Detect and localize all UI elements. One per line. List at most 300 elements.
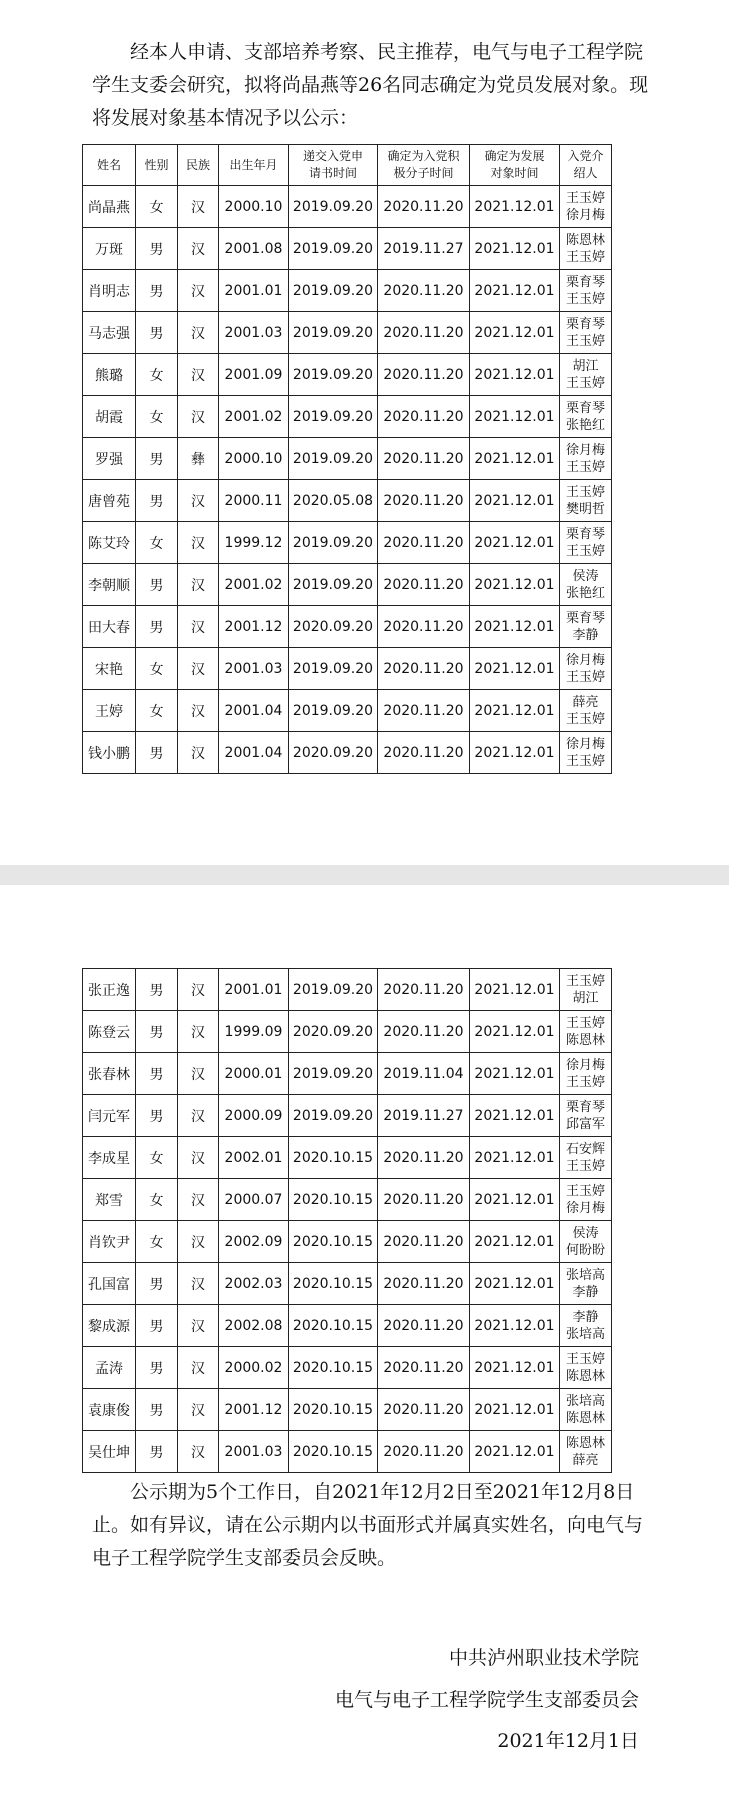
cell-application-date: 2019.09.20 (289, 564, 378, 606)
cell-candidate-date: 2021.12.01 (470, 1263, 560, 1305)
cell-ethnicity: 彝 (178, 438, 219, 480)
cell-application-date: 2020.10.15 (289, 1137, 378, 1179)
cell-candidate-date: 2021.12.01 (470, 1095, 560, 1137)
cell-candidate-date: 2021.12.01 (470, 1389, 560, 1431)
introducer-1: 栗育琴 (565, 610, 605, 626)
signature-date: 2021年12月1日 (497, 1730, 639, 1752)
cell-activist-date: 2020.11.20 (378, 438, 470, 480)
introducer-1: 栗育琴 (565, 526, 605, 542)
cell-gender: 女 (136, 522, 178, 564)
cell-candidate-date: 2021.12.01 (470, 312, 560, 354)
introducer-1: 王玉婷 (565, 484, 605, 500)
cell-ethnicity: 汉 (178, 1389, 219, 1431)
cell-birth: 2000.10 (219, 186, 289, 228)
introducer-1: 王玉婷 (565, 1183, 605, 1199)
cell-gender: 女 (136, 1221, 178, 1263)
cell-application-date: 2019.09.20 (289, 396, 378, 438)
table-row (83, 522, 612, 564)
header-activist-date: 确定为入党积 极分子时间 (378, 145, 470, 186)
table-row (83, 1431, 612, 1473)
cell-application-date: 2020.10.15 (289, 1305, 378, 1347)
introducer-1: 徐月梅 (565, 442, 605, 458)
cell-introducers (560, 1179, 612, 1221)
cell-name: 尚晶燕 (83, 186, 136, 228)
cell-ethnicity: 汉 (178, 969, 219, 1011)
cell-application-date: 2019.09.20 (289, 690, 378, 732)
cell-application-date: 2020.10.15 (289, 1221, 378, 1263)
cell-birth: 2001.08 (219, 228, 289, 270)
cell-introducers (560, 1347, 612, 1389)
cell-activist-date: 2019.11.27 (378, 228, 470, 270)
introducer-1: 侯涛 (572, 568, 599, 584)
header-introducers: 入党介 绍人 (560, 145, 612, 186)
cell-birth: 2000.01 (219, 1053, 289, 1095)
cell-ethnicity: 汉 (178, 1095, 219, 1137)
cell-activist-date: 2020.11.20 (378, 480, 470, 522)
cell-activist-date: 2020.11.20 (378, 1305, 470, 1347)
cell-introducers (560, 1053, 612, 1095)
cell-birth: 2001.04 (219, 732, 289, 774)
cell-name: 肖明志 (83, 270, 136, 312)
introducer-1: 王玉婷 (565, 190, 605, 206)
cell-name: 田大春 (83, 606, 136, 648)
cell-ethnicity: 汉 (178, 1053, 219, 1095)
cell-name: 陈艾玲 (83, 522, 136, 564)
introducer-1: 胡江 (572, 358, 599, 374)
cell-candidate-date: 2021.12.01 (470, 1221, 560, 1263)
cell-introducers (560, 1221, 612, 1263)
introducer-1: 张培高 (565, 1267, 605, 1283)
introducer-1: 徐月梅 (565, 652, 605, 668)
cell-activist-date: 2020.11.20 (378, 354, 470, 396)
cell-activist-date: 2020.11.20 (378, 1263, 470, 1305)
cell-ethnicity: 汉 (178, 228, 219, 270)
introducer-2: 王玉婷 (565, 375, 605, 391)
introducer-2: 邱富军 (565, 1116, 605, 1132)
cell-birth: 2000.10 (219, 438, 289, 480)
introducer-2: 张艳红 (565, 585, 605, 601)
introducer-1: 王玉婷 (565, 1351, 605, 1367)
cell-ethnicity: 汉 (178, 1263, 219, 1305)
cell-introducers (560, 228, 612, 270)
introducer-2: 王玉婷 (565, 543, 605, 559)
cell-candidate-date: 2021.12.01 (470, 690, 560, 732)
cell-candidate-date: 2021.12.01 (470, 606, 560, 648)
introducer-1: 徐月梅 (565, 736, 605, 752)
cell-ethnicity: 汉 (178, 354, 219, 396)
cell-activist-date: 2020.11.20 (378, 312, 470, 354)
cell-introducers (560, 270, 612, 312)
table-row (83, 354, 612, 396)
introducer-1: 张培高 (565, 1393, 605, 1409)
cell-activist-date: 2020.11.20 (378, 522, 470, 564)
notice-paragraph: 公示期为5个工作日，自2021年12月2日至2021年12月8日止。如有异议，请在公示期内以书面形式并属真实姓名，向电气与电子工程学院学生支部委员会反映。 (92, 1481, 644, 1569)
introducer-2: 王玉婷 (565, 459, 605, 475)
cell-application-date: 2020.10.15 (289, 1347, 378, 1389)
cell-introducers (560, 1095, 612, 1137)
cell-application-date: 2019.09.20 (289, 1095, 378, 1137)
cell-application-date: 2019.09.20 (289, 312, 378, 354)
cell-gender: 男 (136, 1305, 178, 1347)
cell-activist-date: 2020.11.20 (378, 270, 470, 312)
cell-ethnicity: 汉 (178, 522, 219, 564)
table-row (83, 1305, 612, 1347)
introducer-1: 李静 (572, 1309, 599, 1325)
cell-gender: 男 (136, 312, 178, 354)
cell-ethnicity: 汉 (178, 480, 219, 522)
cell-gender: 女 (136, 186, 178, 228)
table-row (83, 1347, 612, 1389)
cell-ethnicity: 汉 (178, 1305, 219, 1347)
cell-activist-date: 2020.11.20 (378, 1179, 470, 1221)
table-row (83, 1137, 612, 1179)
cell-birth: 2001.04 (219, 690, 289, 732)
cell-activist-date: 2020.11.20 (378, 186, 470, 228)
cell-birth: 2002.01 (219, 1137, 289, 1179)
cell-gender: 男 (136, 1095, 178, 1137)
cell-birth: 2002.03 (219, 1263, 289, 1305)
cell-candidate-date: 2021.12.01 (470, 396, 560, 438)
cell-birth: 2002.08 (219, 1305, 289, 1347)
cell-candidate-date: 2021.12.01 (470, 1137, 560, 1179)
cell-name: 陈登云 (83, 1011, 136, 1053)
introducer-2: 王玉婷 (565, 753, 605, 769)
cell-application-date: 2020.09.20 (289, 606, 378, 648)
cell-name: 闫元军 (83, 1095, 136, 1137)
cell-birth: 1999.12 (219, 522, 289, 564)
cell-ethnicity: 汉 (178, 732, 219, 774)
cell-gender: 男 (136, 732, 178, 774)
cell-name: 罗强 (83, 438, 136, 480)
cell-birth: 2001.03 (219, 648, 289, 690)
header-birth: 出生年月 (219, 145, 289, 186)
introducer-2: 胡江 (572, 990, 599, 1006)
cell-candidate-date: 2021.12.01 (470, 648, 560, 690)
intro-paragraph: 经本人申请、支部培养考察、民主推荐，电气与电子工程学院学生支委会研究，拟将尚晶燕等26名同志确定为党员发展对象。现将发展对象基本情况予以公示： (92, 41, 649, 129)
cell-activist-date: 2020.11.20 (378, 732, 470, 774)
cell-candidate-date: 2021.12.01 (470, 354, 560, 396)
cell-ethnicity: 汉 (178, 1431, 219, 1473)
cell-activist-date: 2019.11.04 (378, 1053, 470, 1095)
introducer-1: 陈恩林 (565, 1435, 605, 1451)
cell-candidate-date: 2021.12.01 (470, 480, 560, 522)
cell-activist-date: 2020.11.20 (378, 1347, 470, 1389)
introducer-2: 李静 (572, 627, 599, 643)
cell-introducers (560, 648, 612, 690)
table-row (83, 1095, 612, 1137)
cell-name: 郑雪 (83, 1179, 136, 1221)
cell-introducers (560, 969, 612, 1011)
cell-activist-date: 2020.11.20 (378, 969, 470, 1011)
table-row (83, 690, 612, 732)
cell-application-date: 2019.09.20 (289, 228, 378, 270)
cell-application-date: 2019.09.20 (289, 522, 378, 564)
cell-introducers (560, 1263, 612, 1305)
cell-activist-date: 2020.11.20 (378, 648, 470, 690)
cell-candidate-date: 2021.12.01 (470, 1347, 560, 1389)
cell-gender: 女 (136, 1179, 178, 1221)
cell-candidate-date: 2021.12.01 (470, 1431, 560, 1473)
header-ethnicity: 民族 (178, 145, 219, 186)
cell-gender: 男 (136, 1011, 178, 1053)
cell-ethnicity: 汉 (178, 396, 219, 438)
cell-activist-date: 2020.11.20 (378, 564, 470, 606)
cell-gender: 女 (136, 396, 178, 438)
cell-application-date: 2020.05.08 (289, 480, 378, 522)
cell-activist-date: 2020.11.20 (378, 1389, 470, 1431)
cell-birth: 2001.02 (219, 396, 289, 438)
cell-name: 万斑 (83, 228, 136, 270)
cell-gender: 男 (136, 1431, 178, 1473)
cell-candidate-date: 2021.12.01 (470, 1053, 560, 1095)
cell-application-date: 2019.09.20 (289, 969, 378, 1011)
table-row (83, 438, 612, 480)
cell-activist-date: 2020.11.20 (378, 690, 470, 732)
cell-introducers (560, 1137, 612, 1179)
cell-birth: 2001.12 (219, 1389, 289, 1431)
cell-gender: 男 (136, 270, 178, 312)
cell-birth: 2001.03 (219, 1431, 289, 1473)
cell-gender: 男 (136, 1053, 178, 1095)
cell-gender: 女 (136, 690, 178, 732)
header-name: 姓名 (83, 145, 136, 186)
table-row (83, 480, 612, 522)
cell-name: 李成星 (83, 1137, 136, 1179)
cell-application-date: 2020.10.15 (289, 1179, 378, 1221)
cell-introducers (560, 522, 612, 564)
cell-birth: 2002.09 (219, 1221, 289, 1263)
page-break-divider (0, 865, 729, 885)
introducer-2: 薛亮 (572, 1452, 599, 1468)
introducer-1: 侯涛 (572, 1225, 599, 1241)
cell-application-date: 2019.09.20 (289, 354, 378, 396)
cell-name: 胡霞 (83, 396, 136, 438)
introducer-2: 陈恩林 (565, 1032, 605, 1048)
cell-gender: 男 (136, 438, 178, 480)
cell-application-date: 2019.09.20 (289, 186, 378, 228)
cell-gender: 男 (136, 564, 178, 606)
cell-name: 宋艳 (83, 648, 136, 690)
cell-gender: 女 (136, 648, 178, 690)
table-row (83, 186, 612, 228)
table-row (83, 312, 612, 354)
cell-name: 王婷 (83, 690, 136, 732)
cell-birth: 2001.09 (219, 354, 289, 396)
cell-name: 熊璐 (83, 354, 136, 396)
table-row (83, 396, 612, 438)
cell-gender: 男 (136, 1389, 178, 1431)
introducer-2: 王玉婷 (565, 669, 605, 685)
table-row (83, 732, 612, 774)
table-row (83, 564, 612, 606)
signature-org-2: 电气与电子工程学院学生支部委员会 (334, 1689, 639, 1711)
cell-introducers (560, 606, 612, 648)
cell-name: 袁康俊 (83, 1389, 136, 1431)
introducer-2: 陈恩林 (565, 1410, 605, 1426)
cell-candidate-date: 2021.12.01 (470, 438, 560, 480)
table-row (83, 1263, 612, 1305)
introducer-1: 陈恩林 (565, 232, 605, 248)
cell-ethnicity: 汉 (178, 312, 219, 354)
table-2-body (83, 969, 612, 1473)
table-row (83, 270, 612, 312)
cell-gender: 男 (136, 480, 178, 522)
cell-name: 肖钦尹 (83, 1221, 136, 1263)
cell-introducers (560, 480, 612, 522)
introducer-2: 王玉婷 (565, 291, 605, 307)
cell-gender: 女 (136, 1137, 178, 1179)
introducer-2: 王玉婷 (565, 1158, 605, 1174)
cell-ethnicity: 汉 (178, 270, 219, 312)
introducer-2: 樊明哲 (565, 501, 605, 517)
cell-gender: 男 (136, 969, 178, 1011)
cell-application-date: 2019.09.20 (289, 648, 378, 690)
cell-name: 孔国富 (83, 1263, 136, 1305)
cell-ethnicity: 汉 (178, 648, 219, 690)
cell-activist-date: 2020.11.20 (378, 396, 470, 438)
header-gender: 性别 (136, 145, 178, 186)
table-row (83, 1221, 612, 1263)
cell-activist-date: 2019.11.27 (378, 1095, 470, 1137)
table-header-row (83, 145, 612, 186)
introducer-2: 徐月梅 (565, 1200, 605, 1216)
cell-birth: 2000.02 (219, 1347, 289, 1389)
cell-introducers (560, 1431, 612, 1473)
cell-candidate-date: 2021.12.01 (470, 564, 560, 606)
cell-activist-date: 2020.11.20 (378, 1431, 470, 1473)
cell-introducers (560, 690, 612, 732)
cell-candidate-date: 2021.12.01 (470, 186, 560, 228)
header-application-date: 递交入党申 请书时间 (289, 145, 378, 186)
cell-activist-date: 2020.11.20 (378, 1221, 470, 1263)
cell-application-date: 2019.09.20 (289, 270, 378, 312)
cell-candidate-date: 2021.12.01 (470, 969, 560, 1011)
cell-activist-date: 2020.11.20 (378, 606, 470, 648)
cell-ethnicity: 汉 (178, 186, 219, 228)
cell-ethnicity: 汉 (178, 1011, 219, 1053)
cell-name: 李朝顺 (83, 564, 136, 606)
introducer-2: 王玉婷 (565, 333, 605, 349)
cell-introducers (560, 1011, 612, 1053)
cell-activist-date: 2020.11.20 (378, 1137, 470, 1179)
introducer-1: 徐月梅 (565, 1057, 605, 1073)
introducer-2: 王玉婷 (565, 249, 605, 265)
cell-gender: 女 (136, 354, 178, 396)
introducer-2: 张培高 (565, 1326, 605, 1342)
introducer-2: 陈恩林 (565, 1368, 605, 1384)
table-row (83, 1053, 612, 1095)
cell-candidate-date: 2021.12.01 (470, 1011, 560, 1053)
table-row (83, 648, 612, 690)
cell-gender: 男 (136, 606, 178, 648)
introducer-2: 王玉婷 (565, 1074, 605, 1090)
cell-application-date: 2020.10.15 (289, 1431, 378, 1473)
cell-application-date: 2019.09.20 (289, 1053, 378, 1095)
cell-introducers (560, 1305, 612, 1347)
table-row (83, 969, 612, 1011)
introducer-2: 何盼盼 (565, 1242, 605, 1258)
cell-birth: 2001.02 (219, 564, 289, 606)
introducer-1: 王玉婷 (565, 1015, 605, 1031)
cell-gender: 男 (136, 228, 178, 270)
cell-introducers (560, 354, 612, 396)
introducer-2: 徐月梅 (565, 207, 605, 223)
cell-birth: 2001.01 (219, 969, 289, 1011)
cell-introducers (560, 438, 612, 480)
introducer-1: 王玉婷 (565, 973, 605, 989)
signature-org-1: 中共泸州职业技术学院 (448, 1647, 639, 1669)
introducer-1: 栗育琴 (565, 316, 605, 332)
cell-application-date: 2019.09.20 (289, 438, 378, 480)
cell-name: 钱小鹏 (83, 732, 136, 774)
cell-ethnicity: 汉 (178, 606, 219, 648)
cell-name: 吴仕坤 (83, 1431, 136, 1473)
table-row (83, 1179, 612, 1221)
cell-introducers (560, 312, 612, 354)
cell-candidate-date: 2021.12.01 (470, 732, 560, 774)
cell-ethnicity: 汉 (178, 690, 219, 732)
cell-application-date: 2020.09.20 (289, 732, 378, 774)
introducer-1: 栗育琴 (565, 1099, 605, 1115)
cell-ethnicity: 汉 (178, 1347, 219, 1389)
cell-birth: 2000.09 (219, 1095, 289, 1137)
cell-gender: 男 (136, 1263, 178, 1305)
cell-ethnicity: 汉 (178, 1137, 219, 1179)
cell-application-date: 2020.10.15 (289, 1389, 378, 1431)
cell-name: 马志强 (83, 312, 136, 354)
cell-application-date: 2020.10.15 (289, 1263, 378, 1305)
cell-name: 张正逸 (83, 969, 136, 1011)
table-row (83, 1011, 612, 1053)
introducer-2: 李静 (572, 1284, 599, 1300)
cell-introducers (560, 732, 612, 774)
cell-name: 唐曾苑 (83, 480, 136, 522)
cell-activist-date: 2020.11.20 (378, 1011, 470, 1053)
cell-candidate-date: 2021.12.01 (470, 1179, 560, 1221)
table-row (83, 228, 612, 270)
introducer-2: 王玉婷 (565, 711, 605, 727)
candidates-table-1 (82, 144, 612, 774)
cell-ethnicity: 汉 (178, 564, 219, 606)
cell-name: 张春林 (83, 1053, 136, 1095)
cell-introducers (560, 396, 612, 438)
cell-birth: 2001.03 (219, 312, 289, 354)
cell-birth: 2000.11 (219, 480, 289, 522)
introducer-1: 栗育琴 (565, 400, 605, 416)
cell-ethnicity: 汉 (178, 1179, 219, 1221)
cell-introducers (560, 186, 612, 228)
introducer-1: 薛亮 (572, 694, 599, 710)
cell-name: 孟涛 (83, 1347, 136, 1389)
cell-candidate-date: 2021.12.01 (470, 228, 560, 270)
candidates-table-2 (82, 968, 612, 1473)
cell-gender: 男 (136, 1347, 178, 1389)
cell-ethnicity: 汉 (178, 1221, 219, 1263)
cell-introducers (560, 1389, 612, 1431)
cell-candidate-date: 2021.12.01 (470, 270, 560, 312)
header-candidate-date: 确定为发展 对象时间 (470, 145, 560, 186)
cell-birth: 1999.09 (219, 1011, 289, 1053)
cell-introducers (560, 564, 612, 606)
cell-birth: 2001.01 (219, 270, 289, 312)
table-1-body (83, 186, 612, 774)
cell-application-date: 2020.09.20 (289, 1011, 378, 1053)
table-row (83, 1389, 612, 1431)
cell-candidate-date: 2021.12.01 (470, 1305, 560, 1347)
introducer-2: 张艳红 (565, 417, 605, 433)
cell-name: 黎成源 (83, 1305, 136, 1347)
cell-birth: 2001.12 (219, 606, 289, 648)
